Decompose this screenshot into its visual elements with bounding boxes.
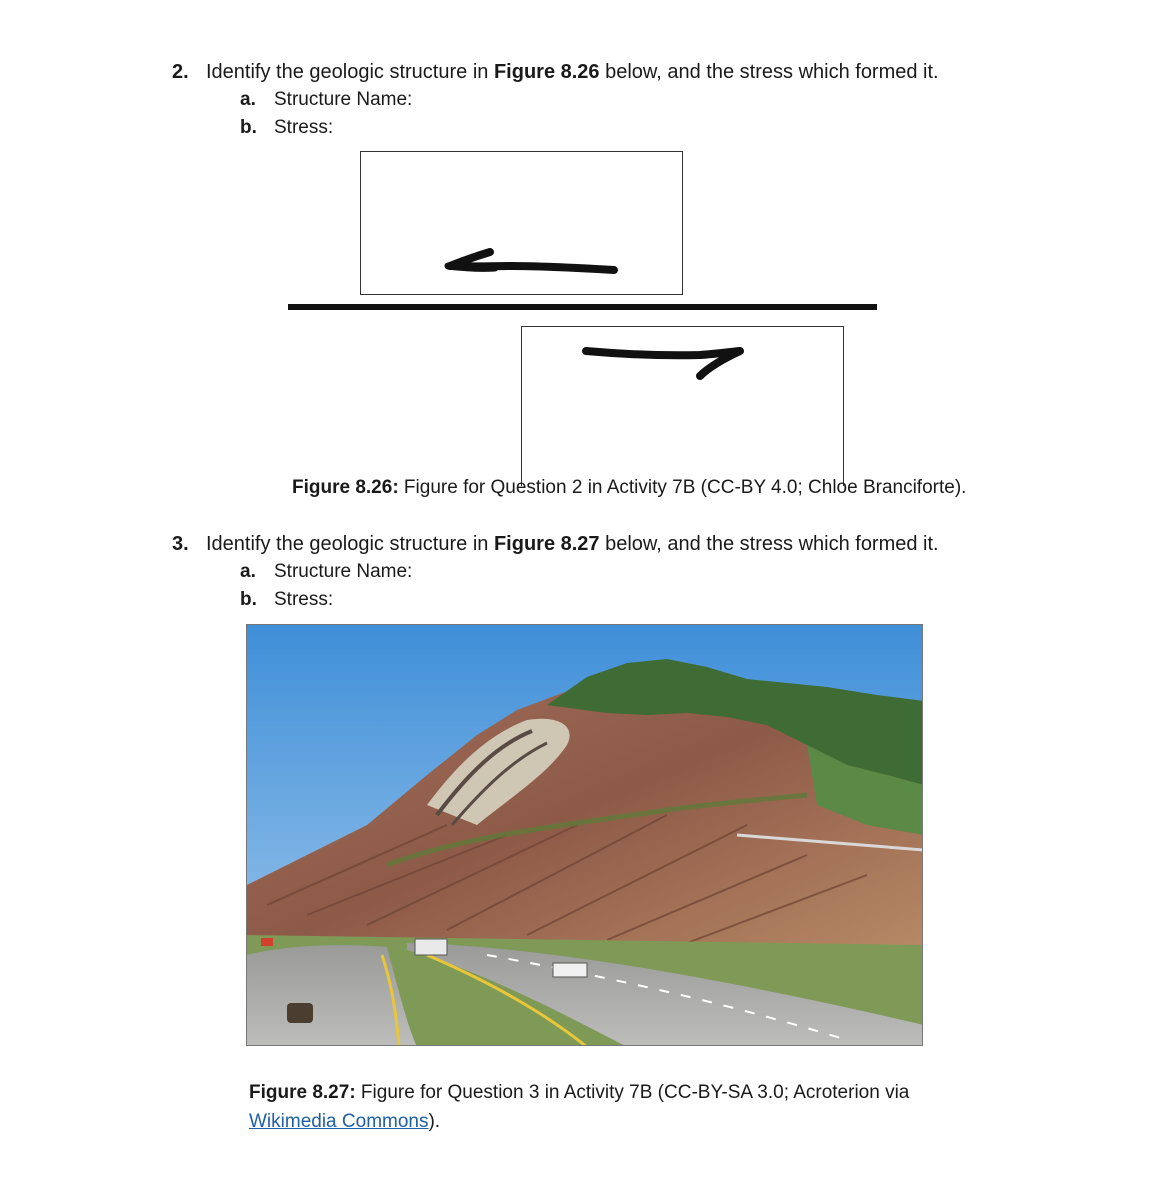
question-2 bbox=[172, 60, 939, 84]
question-text-before: Identify the geologic structure in bbox=[206, 61, 494, 83]
sub-letter: b. bbox=[240, 589, 257, 610]
road-cut-photo bbox=[247, 625, 923, 1046]
figure-8-27-photo bbox=[246, 624, 923, 1046]
sub-letter: a. bbox=[240, 561, 256, 582]
sub-text: Structure Name: bbox=[274, 89, 413, 110]
sub-text: Structure Name: bbox=[274, 561, 413, 582]
sub-text: Stress: bbox=[274, 117, 334, 138]
wikimedia-commons-link[interactable]: Wikimedia Commons bbox=[249, 1111, 429, 1132]
caption-label: Figure 8.27: bbox=[249, 1082, 356, 1103]
figure-reference: Figure 8.27 bbox=[493, 533, 600, 555]
figure-8-26-diagram bbox=[280, 140, 890, 480]
caption-text: Figure for Question 3 in Activity 7B (CC-BY-SA 3.0; Acroterion via bbox=[355, 1082, 910, 1103]
caption-text-end: ). bbox=[428, 1111, 441, 1132]
sub-letter: a. bbox=[240, 89, 256, 110]
question-text-after: below, and the stress which formed it. bbox=[599, 533, 939, 555]
figure-reference: Figure 8.26 bbox=[493, 61, 600, 83]
sub-question-b bbox=[240, 116, 333, 140]
question-text-before: Identify the geologic structure in bbox=[206, 533, 494, 555]
question-number: 2. bbox=[172, 61, 189, 83]
figure-8-27-caption-line1 bbox=[249, 1080, 909, 1106]
sub-question-a bbox=[240, 88, 412, 112]
figure-8-26-caption bbox=[292, 475, 966, 501]
question-text-after: below, and the stress which formed it. bbox=[599, 61, 939, 83]
caption-label: Figure 8.26: bbox=[292, 477, 399, 498]
figure-8-27-caption-line2 bbox=[249, 1109, 440, 1135]
arrows-svg bbox=[280, 140, 890, 480]
sub-question-a bbox=[240, 560, 412, 584]
caption-text: Figure for Question 2 in Activity 7B (CC-BY 4.0; Chloe Branciforte). bbox=[398, 477, 967, 498]
sub-question-b bbox=[240, 588, 333, 612]
sub-letter: b. bbox=[240, 117, 257, 138]
question-3 bbox=[172, 532, 939, 556]
sub-text: Stress: bbox=[274, 589, 334, 610]
right-arrow-icon bbox=[586, 351, 740, 376]
question-number: 3. bbox=[172, 533, 189, 555]
